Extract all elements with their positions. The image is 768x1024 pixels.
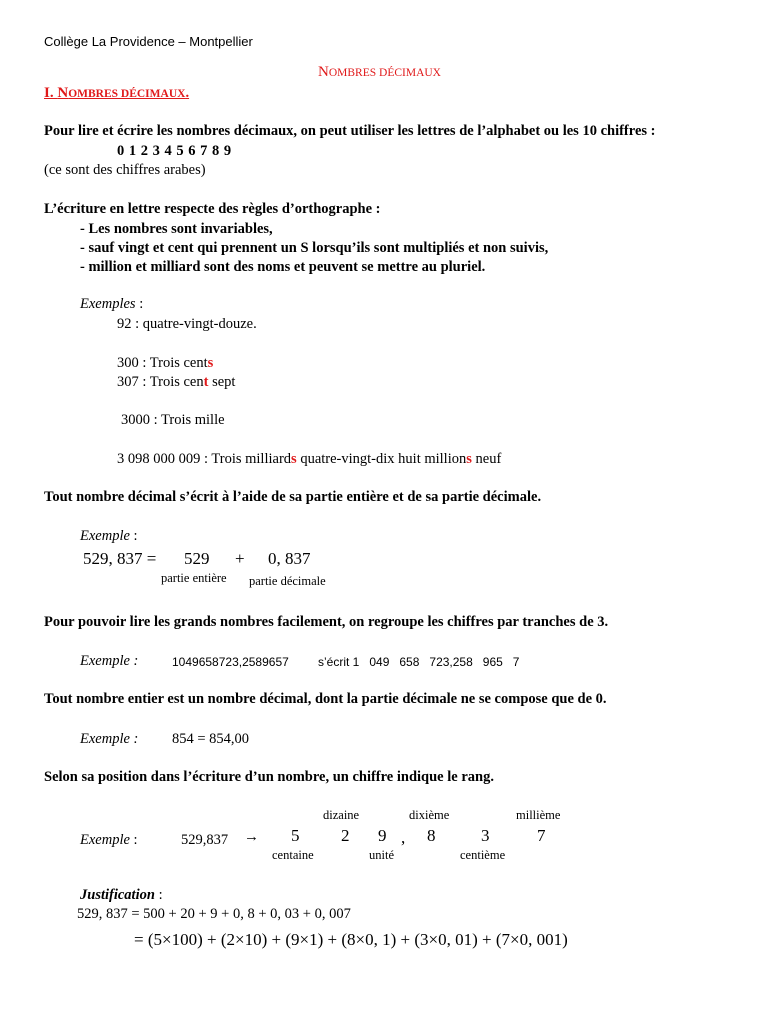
entier-value: 854 = 854,00 bbox=[172, 731, 250, 747]
tranches-example-label: Exemple : bbox=[80, 653, 139, 669]
intro-text: Pour lire et écrire les nombres décimaux, on peut utiliser les lettres de l’alphabet ou les 10 chiffres : bbox=[44, 123, 656, 139]
digits-list: 0 1 2 3 4 5 6 7 8 9 bbox=[117, 143, 232, 159]
rang-comma: , bbox=[401, 828, 406, 847]
school-header: Collège La Providence – Montpellier bbox=[44, 34, 253, 49]
section-heading: I. NOMBRES DÉCIMAUX. bbox=[44, 85, 190, 101]
rang-digit: 7 bbox=[537, 826, 546, 845]
rang-number: 529,837 bbox=[181, 832, 229, 848]
rang-label-centaine: centaine bbox=[272, 848, 314, 862]
arrow-icon: → bbox=[244, 829, 259, 845]
rang-label-dixieme: dixième bbox=[409, 808, 450, 822]
partie-dec-label: partie décimale bbox=[249, 574, 326, 588]
rang-digit: 2 bbox=[341, 826, 350, 845]
example-307: 307 : Trois cent sept bbox=[117, 374, 236, 390]
rule-item: - sauf vingt et cent qui prennent un S lorsqu’ils sont multipliés et non suivis, bbox=[80, 240, 549, 256]
rang-digit: 8 bbox=[427, 826, 436, 845]
rang-digit: 3 bbox=[481, 826, 490, 845]
example-300: 300 : Trois cents bbox=[117, 355, 214, 371]
rule-item: - Les nombres sont invariables, bbox=[80, 221, 273, 237]
rules-heading: L’écriture en lettre respecte des règles d’orthographe : bbox=[44, 201, 381, 217]
rang-label-millieme: millième bbox=[516, 808, 561, 822]
partie-number: 529, 837 = bbox=[83, 549, 157, 568]
justification-label: Justification : bbox=[80, 887, 163, 903]
rang-label-dizaine: dizaine bbox=[323, 808, 360, 822]
partie-int-label: partie entière bbox=[161, 571, 227, 585]
rang-digit: 9 bbox=[378, 826, 387, 845]
rang-text: Selon sa position dans l’écriture d’un nombre, un chiffre indique le rang. bbox=[44, 769, 494, 785]
rang-digit: 5 bbox=[291, 826, 300, 845]
rang-label-unite: unité bbox=[369, 848, 394, 862]
page-title: NOMBRES DÉCIMAUX bbox=[318, 64, 441, 80]
justification-line-2: = (5×100) + (2×10) + (9×1) + (8×0, 1) + (3×0, 01) + (7×0, 001) bbox=[134, 930, 568, 949]
entier-text: Tout nombre entier est un nombre décimal, dont la partie décimale ne se compose que de 0. bbox=[44, 691, 607, 707]
intro-note: (ce sont des chiffres arabes) bbox=[44, 162, 206, 178]
partie-int: 529 bbox=[184, 549, 210, 568]
example-milliards: 3 098 000 009 : Trois milliards quatre-vingt-dix huit millions neuf bbox=[117, 451, 502, 467]
tranches-text: Pour pouvoir lire les grands nombres facilement, on regroupe les chiffres par tranches de 3. bbox=[44, 614, 609, 630]
rang-example-label: Exemple : bbox=[80, 832, 138, 848]
justification-line-1: 529, 837 = 500 + 20 + 9 + 0, 8 + 0, 03 + 0, 007 bbox=[77, 906, 351, 922]
tranches-grouped: s’écrit 1 049 658 723,258 965 7 bbox=[318, 655, 520, 669]
rule-item: - million et milliard sont des noms et peuvent se mettre au pluriel. bbox=[80, 259, 486, 275]
partie-plus: + bbox=[235, 549, 245, 568]
partie-text: Tout nombre décimal s’écrit à l’aide de sa partie entière et de sa partie décimale. bbox=[44, 489, 542, 505]
rang-label-centieme: centième bbox=[460, 848, 506, 862]
example-3000: 3000 : Trois mille bbox=[121, 412, 225, 428]
partie-example-label: Exemple : bbox=[80, 528, 138, 544]
entier-example-label: Exemple : bbox=[80, 731, 139, 747]
tranches-value: 1049658723,2589657 bbox=[172, 655, 289, 669]
example-92: 92 : quatre-vingt-douze. bbox=[117, 316, 257, 332]
examples-label: Exemples : bbox=[80, 296, 144, 312]
partie-dec: 0, 837 bbox=[268, 549, 311, 568]
